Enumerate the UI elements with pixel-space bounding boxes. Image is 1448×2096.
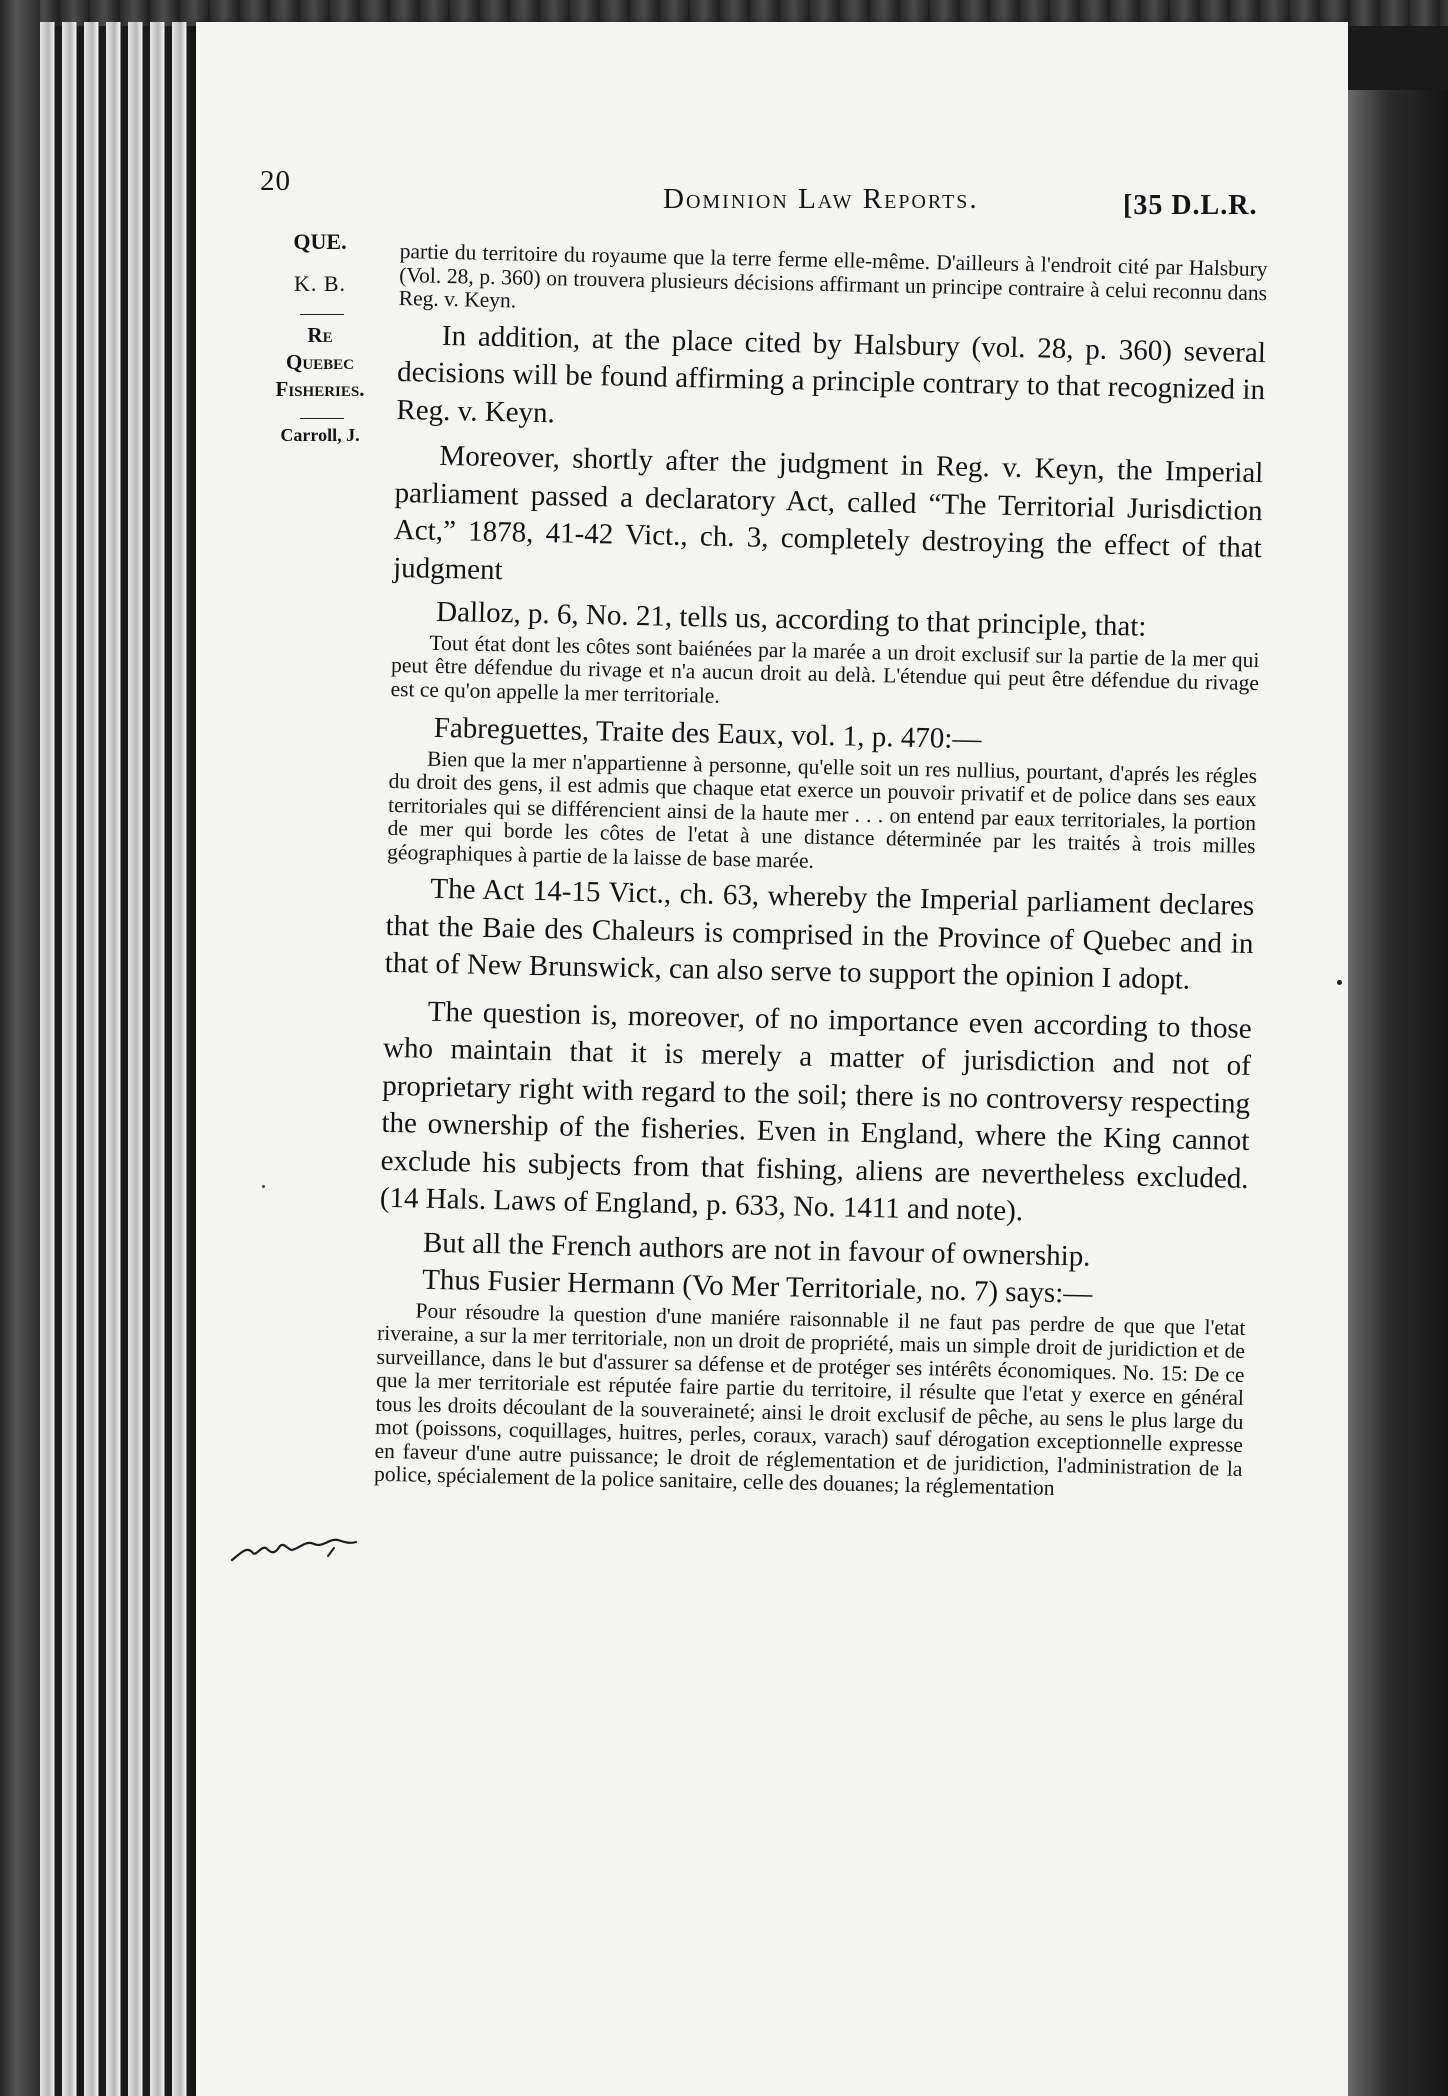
volume-reference: [35 D.L.R. bbox=[1123, 190, 1258, 221]
page-stack-edge bbox=[62, 22, 77, 2096]
margin-case-line: Fisheries. bbox=[275, 377, 365, 401]
page-stack-edge bbox=[40, 22, 55, 2096]
scan-speck bbox=[1337, 980, 1342, 985]
paragraph: Fabreguettes, Traite des Eaux, vol. 1, p. 470:— bbox=[433, 711, 982, 756]
quotation: Bien que la mer n'appartienne à personne, qu'elle soit un res nullius, pourtant, d'aprés les régles du droit des gens, il est admis que chaque etat exerce un pouvoir privatif et de police dans ses eaux territoriales qui se différencient ainsi de la haute mer . . . on entend par eaux territoriales, la portion de mer qui borde les côtes de l'etat à une distance déterminée par les traités à trois milles géographiques à partie de la laisse de base marée. bbox=[386, 746, 1258, 873]
page-stack-edge bbox=[150, 22, 165, 2096]
paragraph: But all the French authors are not in favour of ownership. bbox=[422, 1226, 1091, 1273]
paragraph: Moreover, shortly after the judgment in Reg. v. Keyn, the Imperial parliament passed a declaratory Act, called “The Territorial Jurisdiction Act,” 1878, 41-42 Vict., ch. 3, completely destroying the effect of that judgment bbox=[392, 439, 1264, 586]
quotation: Tout état dont les côtes sont baiénées par la marée a un droit exclusif sur la partie de la mer qui peut être défendue du rivage et n'a aucun droit au delà. L'étendue qui peut être défendue du rivage est ce qu'on appelle la mer territoriale. bbox=[390, 630, 1260, 708]
margin-court: QUE. bbox=[293, 229, 347, 254]
page-stack-edge bbox=[172, 22, 187, 2096]
paragraph: The question is, moreover, of no importance even according to those who maintain that it is merely a matter of jurisdiction and not of proprietary right with regard to the soil; there is no controversy respecting the ownership of the fisheries. Even in England, where the King cannot exclude his subjects from that fishing, aliens are nevertheless excluded. (14 Hals. Laws of England, p. 633, No. 1411 and note). bbox=[379, 995, 1253, 1228]
margin-case-line: Re bbox=[307, 323, 333, 347]
margin-judge: Carroll, J. bbox=[280, 425, 360, 445]
scan-left-background bbox=[0, 0, 40, 2096]
page-number: 20 bbox=[260, 165, 291, 197]
scan-speck bbox=[262, 1185, 265, 1188]
page-stack-edge bbox=[106, 22, 121, 2096]
handwritten-annotation bbox=[230, 1528, 360, 1568]
paragraph: The Act 14-15 Vict., ch. 63, whereby the Imperial parliament declares that the Baie des Chaleurs is comprised in the Province of Quebec and in that of New Brunswick, can also serve to support the opinion I adopt. bbox=[384, 872, 1255, 996]
page-stack-edge bbox=[84, 22, 99, 2096]
margin-case-name bbox=[240, 322, 400, 403]
paragraph: In addition, at the place cited by Halsbury (vol. 28, p. 360) several decisions will be found affirming a principle contrary to that recognized in Reg. v. Keyn. bbox=[396, 319, 1267, 429]
page-stack-edge bbox=[128, 22, 143, 2096]
scan-right-background bbox=[1348, 90, 1448, 2096]
margin-division: K. B. bbox=[293, 271, 347, 296]
margin-rule bbox=[300, 314, 344, 315]
margin-rule bbox=[300, 418, 344, 419]
paragraph: partie du territoire du royaume que la terre ferme elle-même. D'ailleurs à l'endroit cité par Halsbury (Vol. 28, p. 360) on trouvera plusieurs décisions affirmant un principe contraire à celui reconnu dans Reg. v. Keyn. bbox=[398, 239, 1268, 313]
margin-case-line: Quebec bbox=[285, 350, 354, 374]
paragraph: Thus Fusier Hermann (Vo Mer Territoriale, no. 7) says:— bbox=[421, 1263, 1093, 1310]
running-head: Dominion Law Reports. bbox=[663, 183, 979, 215]
quotation: Pour résoudre la question d'une maniére raisonnable il ne faut pas perdre de que que l'etat riveraine, a sur la mer territoriale, non un droit de propriété, mais un simple droit de juridiction et de surveillance, dans le but d'assurer sa défense et de protéger ses intérêts économiques. No. 15: De ce que la mer territoriale est réputée faire partie du territoire, il résulte que l'etat y exerce en général tous les droits découlant de la souveraineté; ainsi le droit exclusif de pêche, au sens le plus large du mot (poissons, coquillages, huitres, perles, coraux, varach) sauf dérogation exceptionnelle expresse en faveur d'une autre puissance; le droit de réglementation et de juridiction, l'administration de la police, spécialement de la police sanitaire, celle des douanes; la réglementation bbox=[373, 1298, 1246, 1500]
body-text bbox=[374, 240, 1268, 1504]
paragraph: Dalloz, p. 6, No. 21, tells us, according to that principle, that: bbox=[435, 595, 1147, 643]
